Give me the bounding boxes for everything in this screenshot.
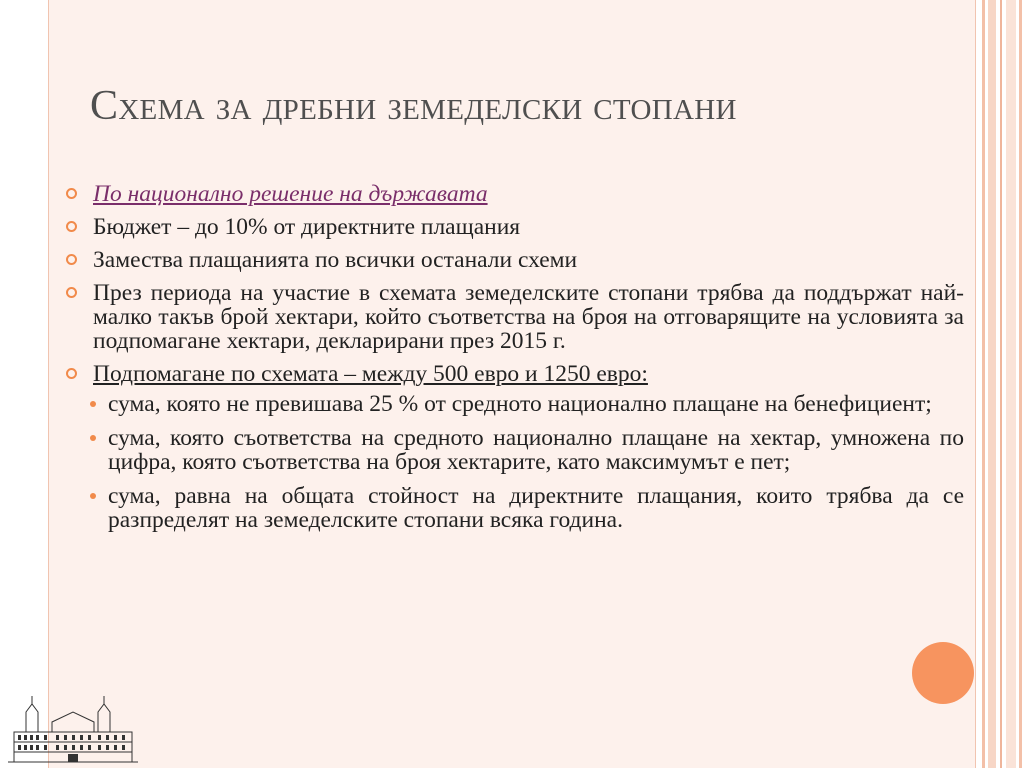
- orange-dot-icon: [90, 435, 96, 441]
- bullet-text: Подпомагане по схемата – между 500 евро и 1250 евро:: [93, 361, 648, 387]
- bullet-text: През периода на участие в схемата земеделските стопани трябва да поддържат най-малко такъв брой хектари, който съответства на броя на отговарящите на условията за подпомагане хектари, декларирани през 2015 г.: [93, 280, 964, 354]
- decorative-stripes: [976, 0, 1024, 768]
- orange-ring-icon: [66, 287, 77, 298]
- sub-bullet-item: [66, 426, 964, 474]
- slide-title: Схема за дребни земеделски стопани: [90, 83, 737, 129]
- orange-dot-icon: [90, 401, 96, 407]
- orange-dot-icon: [90, 493, 96, 499]
- bullet-item: [66, 215, 964, 239]
- orange-ring-icon: [66, 221, 77, 232]
- bullet-item: [66, 281, 964, 353]
- bullet-link[interactable]: По национално решение на държавата: [93, 181, 488, 207]
- bullet-item: [66, 182, 964, 206]
- decorative-circle: [912, 642, 974, 704]
- orange-ring-icon: [66, 254, 77, 265]
- orange-ring-icon: [66, 368, 77, 379]
- sub-bullet-text: сума, която не превишава 25 % от средното национално плащане на бенефициент;: [108, 391, 932, 417]
- sub-bullet-item: [66, 484, 964, 532]
- bullet-item: [66, 362, 964, 386]
- bullet-text: Бюджет – до 10% от директните плащания: [93, 214, 521, 240]
- bullet-text: Замества плащанията по всички останали схеми: [93, 247, 578, 273]
- building-logo-icon: [6, 690, 140, 764]
- sub-bullet-item: [66, 392, 964, 416]
- orange-ring-icon: [66, 188, 77, 199]
- bullet-item: [66, 248, 964, 272]
- sub-bullet-text: сума, която съответства на средното национално плащане на хектар, умножена по цифра, която съответства на броя хектарите, като максимумът е пет;: [108, 425, 964, 475]
- sub-bullet-text: сума, равна на общата стойност на директните плащания, които трябва да се разпределят на земеделските стопани всяка година.: [108, 483, 964, 533]
- slide-content: [66, 182, 964, 542]
